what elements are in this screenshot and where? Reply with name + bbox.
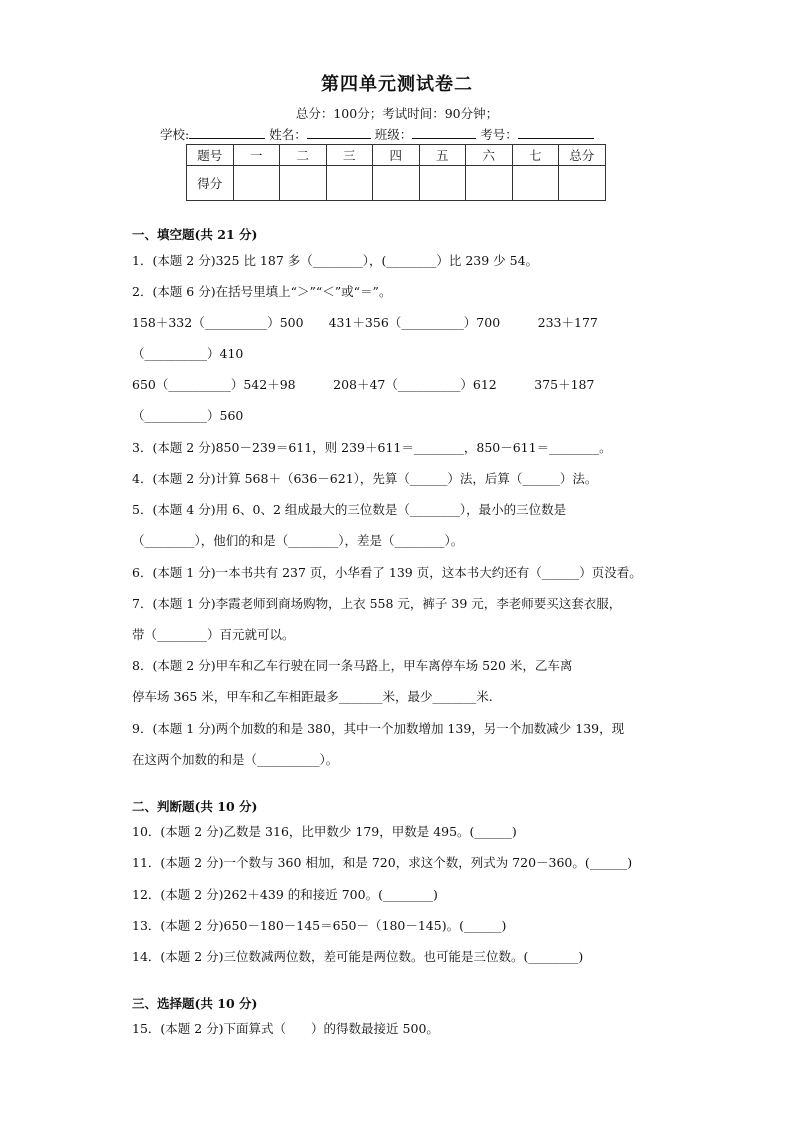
score-header-cell: 五 <box>419 145 466 166</box>
number-blank <box>518 126 594 139</box>
page-title: 第四单元测试卷二 <box>321 74 473 95</box>
section-multiple-choice: 三、选择题(共 10 分) <box>132 996 258 1011</box>
score-cell <box>280 166 327 201</box>
question-2-line-a: 158＋332（__________）500 431＋356（__________）700 233＋177 <box>132 315 598 330</box>
score-cell <box>559 166 606 201</box>
question-11: 11．(本题 2 分)一个数与 360 相加，和是 720，求这个数，列式为 720－360。(______) <box>132 855 633 870</box>
score-header-cell: 七 <box>512 145 559 166</box>
class-label: 班级： <box>374 127 413 142</box>
question-2-line-c: 650（__________）542＋98 208＋47（__________）612 375＋187 <box>132 377 595 392</box>
question-3: 3．(本题 2 分)850－239＝611，则 239＋611＝________，850－611＝________。 <box>132 440 612 455</box>
question-12: 12．(本题 2 分)262＋439 的和接近 700。(________) <box>132 887 438 902</box>
score-cell <box>512 166 559 201</box>
question-10: 10．(本题 2 分)乙数是 316，比甲数少 179，甲数是 495。(______) <box>132 824 517 839</box>
question-4: 4．(本题 2 分)计算 568＋（636－621），先算（______）法，后算（______）法。 <box>132 471 598 486</box>
score-cell <box>233 166 280 201</box>
question-2-line-b: （__________）410 <box>132 346 244 361</box>
question-2-line-d: （__________）560 <box>132 408 244 423</box>
question-2: 2．(本题 6 分)在括号里填上“＞”“＜”或“＝”。 <box>132 284 392 299</box>
school-label: 学校: <box>160 127 190 142</box>
score-header-cell: 六 <box>466 145 513 166</box>
score-cell <box>373 166 420 201</box>
score-header-cell: 三 <box>326 145 373 166</box>
question-8-line-b: 停车场 365 米，甲车和乙车相距最多_______米，最少_______米. <box>132 689 493 704</box>
score-cell <box>466 166 513 201</box>
school-blank <box>189 126 265 139</box>
question-5-line-a: 5．(本题 4 分)用 6、0、2 组成最大的三位数是（________），最小的三位数是 <box>132 502 567 517</box>
question-1: 1．(本题 2 分)325 比 187 多（________），(________）比 239 少 54。 <box>132 253 539 268</box>
score-row-label: 得分 <box>187 166 234 201</box>
score-header-cell: 四 <box>373 145 420 166</box>
score-cell <box>326 166 373 201</box>
question-15: 15．(本题 2 分)下面算式（ ）的得数最接近 500。 <box>132 1021 439 1036</box>
score-header-cell: 题号 <box>187 145 234 166</box>
question-14: 14．(本题 2 分)三位数减两位数，差可能是两位数。也可能是三位数。(________) <box>132 949 584 964</box>
question-7-line-a: 7．(本题 1 分)李霞老师到商场购物，上衣 558 元，裤子 39 元，李老师要买这套衣服， <box>132 596 622 611</box>
question-6: 6．(本题 1 分)一本书共有 237 页，小华看了 139 页，这本书大约还有（______）页没看。 <box>132 565 642 580</box>
section-true-false: 二、判断题(共 10 分) <box>132 799 258 814</box>
score-header-cell: 一 <box>233 145 280 166</box>
score-header-cell: 二 <box>280 145 327 166</box>
question-9-line-a: 9．(本题 1 分)两个加数的和是 380，其中一个加数增加 139，另一个加数减少 139，现 <box>132 721 625 736</box>
section-fill-blank: 一、填空题(共 21 分) <box>132 227 258 242</box>
name-label: 姓名： <box>269 127 307 142</box>
exam-info: 总分：100分；考试时间：90分钟； <box>295 106 499 121</box>
score-header-cell: 总分 <box>559 145 606 166</box>
question-5-line-b: （________），他们的和是（________），差是（________）。 <box>132 533 464 548</box>
number-label: 考号： <box>480 127 518 142</box>
score-cell <box>419 166 466 201</box>
class-blank <box>412 126 476 139</box>
score-table <box>186 144 606 201</box>
student-info-line <box>160 125 640 143</box>
question-9-line-b: 在这两个加数的和是（__________）。 <box>132 752 339 767</box>
question-7-line-b: 带（________）百元就可以。 <box>132 627 295 642</box>
question-8-line-a: 8．(本题 2 分)甲车和乙车行驶在同一条马路上，甲车离停车场 520 米，乙车离 <box>132 658 573 673</box>
name-blank <box>307 126 371 139</box>
score-table-score-row <box>187 166 606 201</box>
question-13: 13．(本题 2 分)650－180－145＝650－（180－145)。(______) <box>132 918 507 933</box>
score-table-header-row <box>187 145 606 166</box>
